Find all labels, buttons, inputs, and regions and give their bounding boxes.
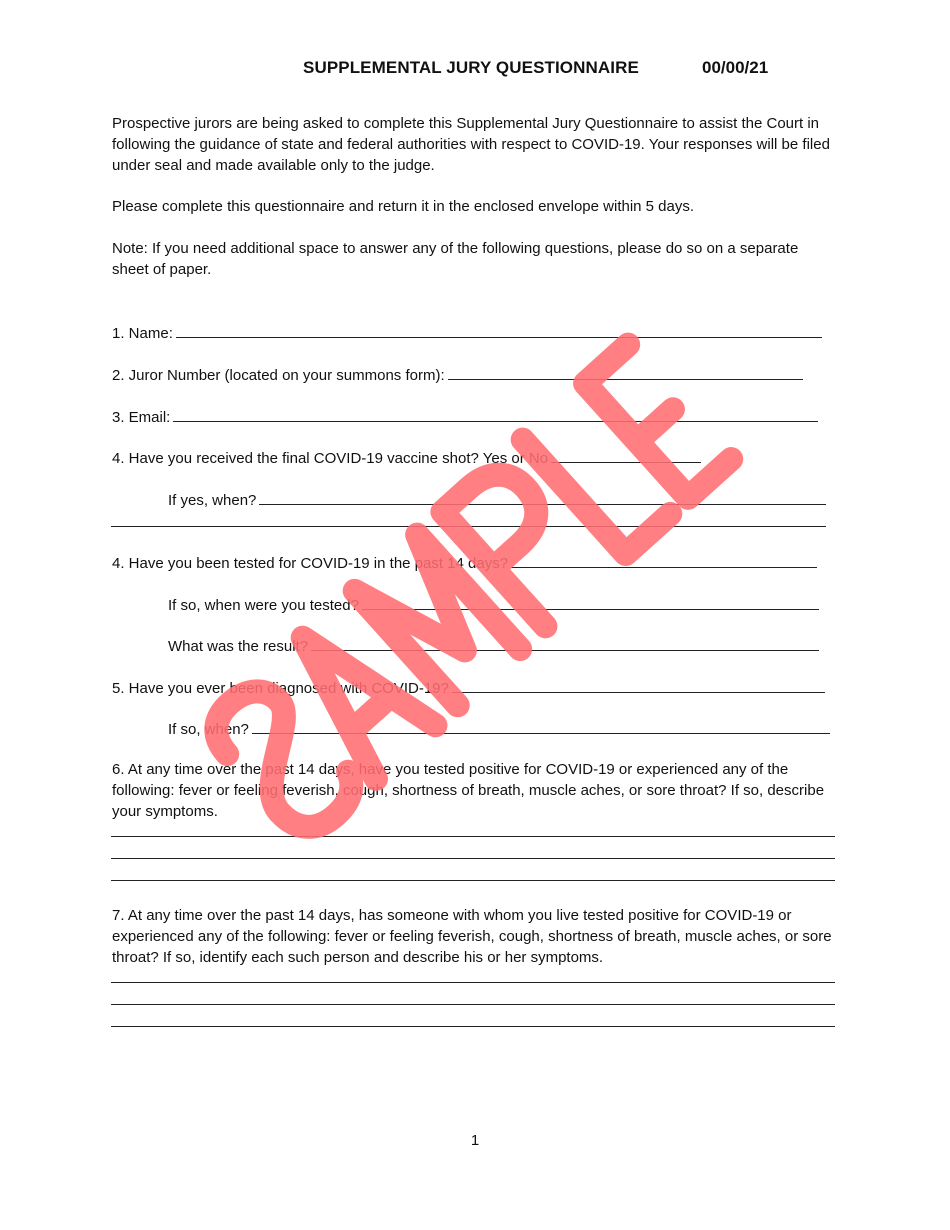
- question-name: [112, 321, 822, 344]
- document-title: SUPPLEMENTAL JURY QUESTIONNAIRE: [303, 58, 639, 77]
- vaccine-answer-line[interactable]: [551, 446, 701, 463]
- question-vaccine: [112, 446, 701, 469]
- test-result-answer-line[interactable]: [311, 634, 819, 651]
- question-tested-label: 4. Have you been tested for COVID-19 in the past 14 days?: [112, 555, 509, 572]
- email-answer-line[interactable]: [173, 405, 818, 422]
- question-diagnosed: [112, 676, 825, 699]
- question-name-label: 1. Name:: [112, 325, 173, 342]
- name-answer-line[interactable]: [176, 321, 822, 338]
- note-paragraph: Note: If you need additional space to answer any of the following questions, please do so on a separate sheet of paper.: [112, 240, 799, 278]
- question-symptoms: 6. At any time over the past 14 days, have you tested positive for COVID-19 or experienced any of the following: fever or feeling feverish, cough, shortness of breath, muscle aches, or sore throat? If so, describe your symptoms.: [112, 761, 825, 820]
- question-test-result-label: What was the result?: [168, 638, 309, 655]
- juror-number-answer-line[interactable]: [448, 363, 803, 380]
- tested-when-answer-line[interactable]: [362, 593, 819, 610]
- question-household: 7. At any time over the past 14 days, has someone with whom you live tested positive for COVID-19 or experienced any of the following: fever or feeling feverish, cough, shortness of breath, muscle aches, or sore throat? If so, identify each such person and describe his or her symptoms.: [112, 907, 832, 966]
- household-answer-line[interactable]: [111, 1026, 835, 1027]
- question-vaccine-when-label: If yes, when?: [168, 492, 257, 509]
- question-test-result: [168, 634, 819, 657]
- diagnosed-when-answer-line[interactable]: [252, 717, 830, 734]
- question-tested: [112, 551, 817, 574]
- header: [0, 58, 950, 80]
- question-email: [112, 405, 818, 428]
- symptoms-answer-line[interactable]: [111, 836, 835, 837]
- vaccine-when-continuation-line[interactable]: [111, 526, 826, 527]
- document-date: 00/00/21: [702, 58, 769, 77]
- symptoms-answer-line[interactable]: [111, 880, 835, 881]
- question-tested-when: [168, 593, 819, 616]
- household-answer-line[interactable]: [111, 982, 835, 983]
- symptoms-answer-line[interactable]: [111, 858, 835, 859]
- question-vaccine-label: 4. Have you received the final COVID-19 vaccine shot? Yes or No: [112, 450, 549, 467]
- question-juror-number-label: 2. Juror Number (located on your summons form):: [112, 367, 445, 384]
- household-answer-line[interactable]: [111, 1004, 835, 1005]
- question-vaccine-when: [168, 488, 826, 511]
- question-email-label: 3. Email:: [112, 409, 171, 426]
- intro-paragraph: Prospective jurors are being asked to complete this Supplemental Jury Questionnaire to assist the Court in following the guidance of state and federal authorities with respect to COVID-19. Your responses will be filed under seal and made available only to the judge.: [112, 115, 830, 174]
- diagnosed-answer-line[interactable]: [452, 676, 825, 693]
- question-diagnosed-when-label: If so, when?: [168, 721, 249, 738]
- question-diagnosed-when: [168, 717, 830, 740]
- vaccine-when-answer-line[interactable]: [259, 488, 826, 505]
- instructions-paragraph: Please complete this questionnaire and return it in the enclosed envelope within 5 days.: [112, 198, 695, 215]
- tested-answer-line[interactable]: [511, 551, 817, 568]
- question-juror-number: [112, 363, 803, 386]
- question-tested-when-label: If so, when were you tested?: [168, 597, 359, 614]
- question-diagnosed-label: 5. Have you ever been diagnosed with COVID-19?: [112, 680, 449, 697]
- page-number: 1: [470, 1132, 480, 1149]
